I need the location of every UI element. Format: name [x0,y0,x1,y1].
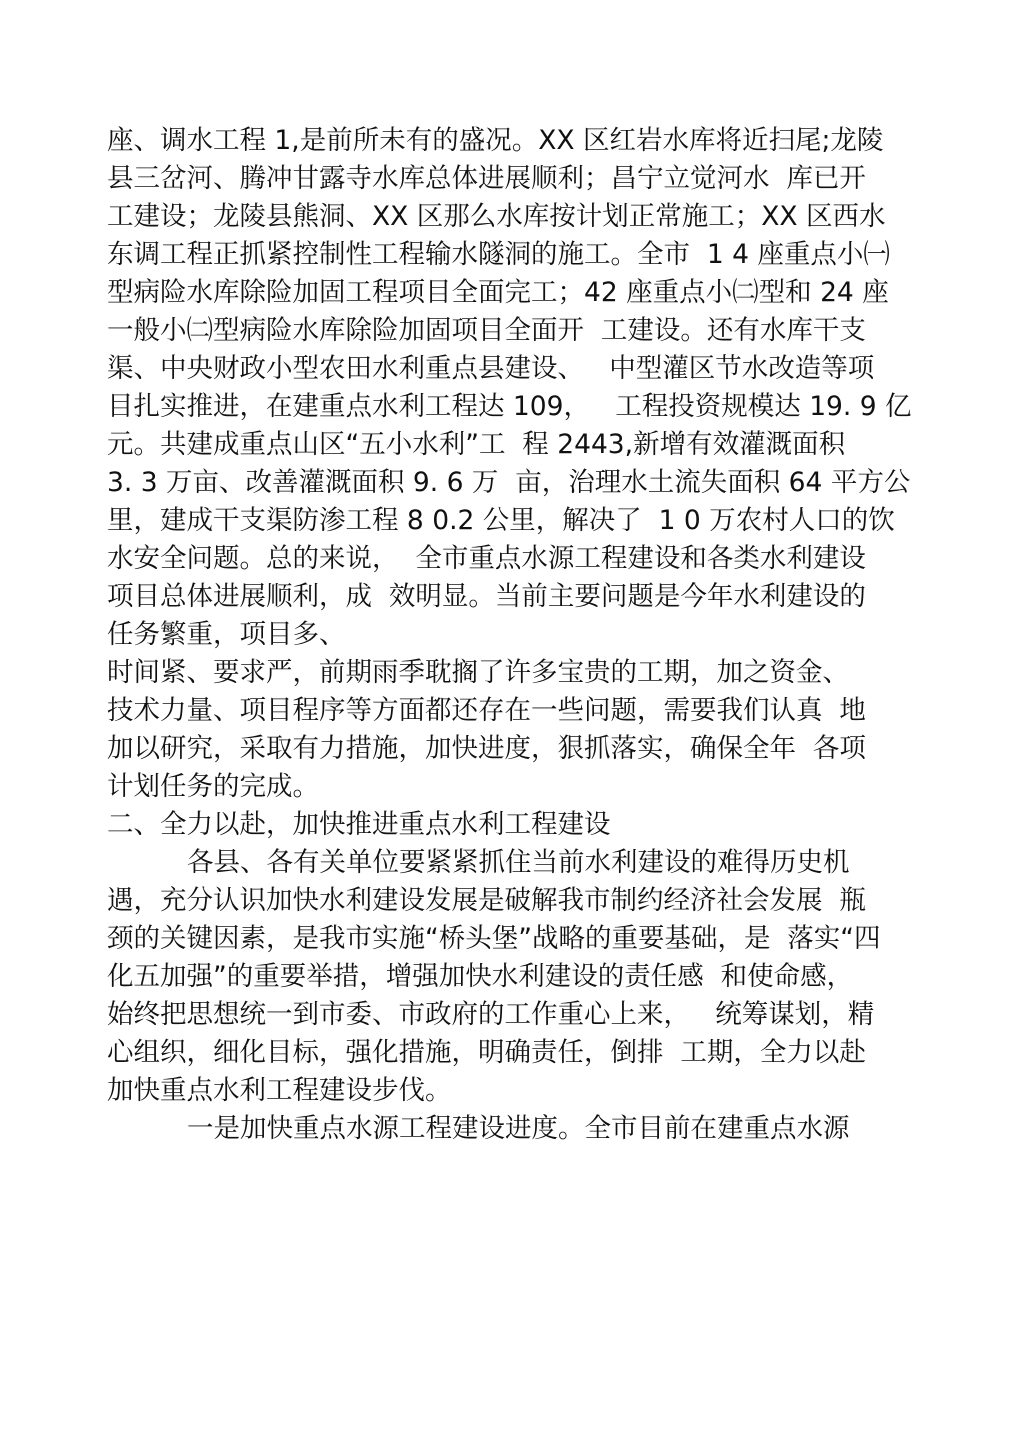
paragraph-2 [107,654,937,806]
text-line: 加以研究，采取有力措施，加快进度，狠抓落实，确保全年 各项 [107,733,866,764]
paragraph-1 [107,122,937,654]
text-line: 任务繁重，项目多、 [107,619,346,650]
text-line: 技术力量、项目程序等方面都还存在一些问题，需要我们认真 地 [107,695,866,726]
text-line: 项目总体进展顺利，成 效明显。当前主要问题是今年水利建设的 [107,581,866,612]
paragraph-3 [107,844,937,1110]
text-line: 始终把思想统一到市委、市政府的工作重心上来， 统筹谋划，精 [107,999,875,1030]
text-line: 颈的关键因素，是我市实施“桥头堡”战略的重要基础，是 落实“四 [107,923,881,954]
text-line: 水安全问题。总的来说， 全市重点水源工程建设和各类水利建设 [107,543,866,574]
text-line: 时间紧、要求严，前期雨季耽搁了许多宝贵的工期，加之资金、 [107,657,849,688]
text-line: 一是加快重点水源工程建设进度。全市目前在建重点水源 [187,1113,850,1144]
text-line: 里，建成干支渠防渗工程 8 0.2 公里，解决了 1 0 万农村人口的饮 [107,505,895,536]
text-line: 化五加强”的重要举措，增强加快水利建设的责任感 和使命感， [107,961,854,992]
text-line: 一般小㈡型病险水库除险加固项目全面开 工建设。还有水库干支 [107,315,866,346]
section-heading: 二、全力以赴，加快推进重点水利工程建设 [107,809,611,840]
text-line: 遇，充分认识加快水利建设发展是破解我市制约经济社会发展 瓶 [107,885,866,916]
document-page [107,122,937,1148]
text-line: 工建设；龙陵县熊洞、XX 区那么水库按计划正常施工；XX 区西水 [107,201,886,232]
text-line: 各县、各有关单位要紧紧抓住当前水利建设的难得历史机 [187,847,850,878]
paragraph-4 [107,1110,937,1148]
text-line: 型病险水库除险加固工程项目全面完工；42 座重点小㈡型和 24 座 [107,277,889,308]
text-line: 元。共建成重点山区“五小水利”工 程 2443,新增有效灌溉面积 [107,429,846,460]
text-line: 心组织，细化目标，强化措施，明确责任，倒排 工期，全力以赴 [107,1037,866,1068]
text-line: 3. 3 万亩、改善灌溉面积 9. 6 万 亩，治理水土流失面积 64 平方公 [107,467,911,498]
text-line: 加快重点水利工程建设步伐。 [107,1075,452,1106]
text-line: 县三岔河、腾冲甘露寺水库总体进展顺利；昌宁立觉河水 库已开 [107,163,866,194]
text-line: 东调工程正抓紧控制性工程输水隧洞的施工。全市 1 4 座重点小㈠ [107,239,890,270]
text-line: 目扎实推进，在建重点水利工程达 109， 工程投资规模达 19. 9 亿 [107,391,912,422]
text-line: 计划任务的完成。 [107,771,319,802]
text-line: 座、调水工程 1,是前所未有的盛况。XX 区红岩水库将近扫尾;龙陵 [107,125,884,156]
text-line: 渠、中央财政小型农田水利重点县建设、 中型灌区节水改造等项 [107,353,875,384]
